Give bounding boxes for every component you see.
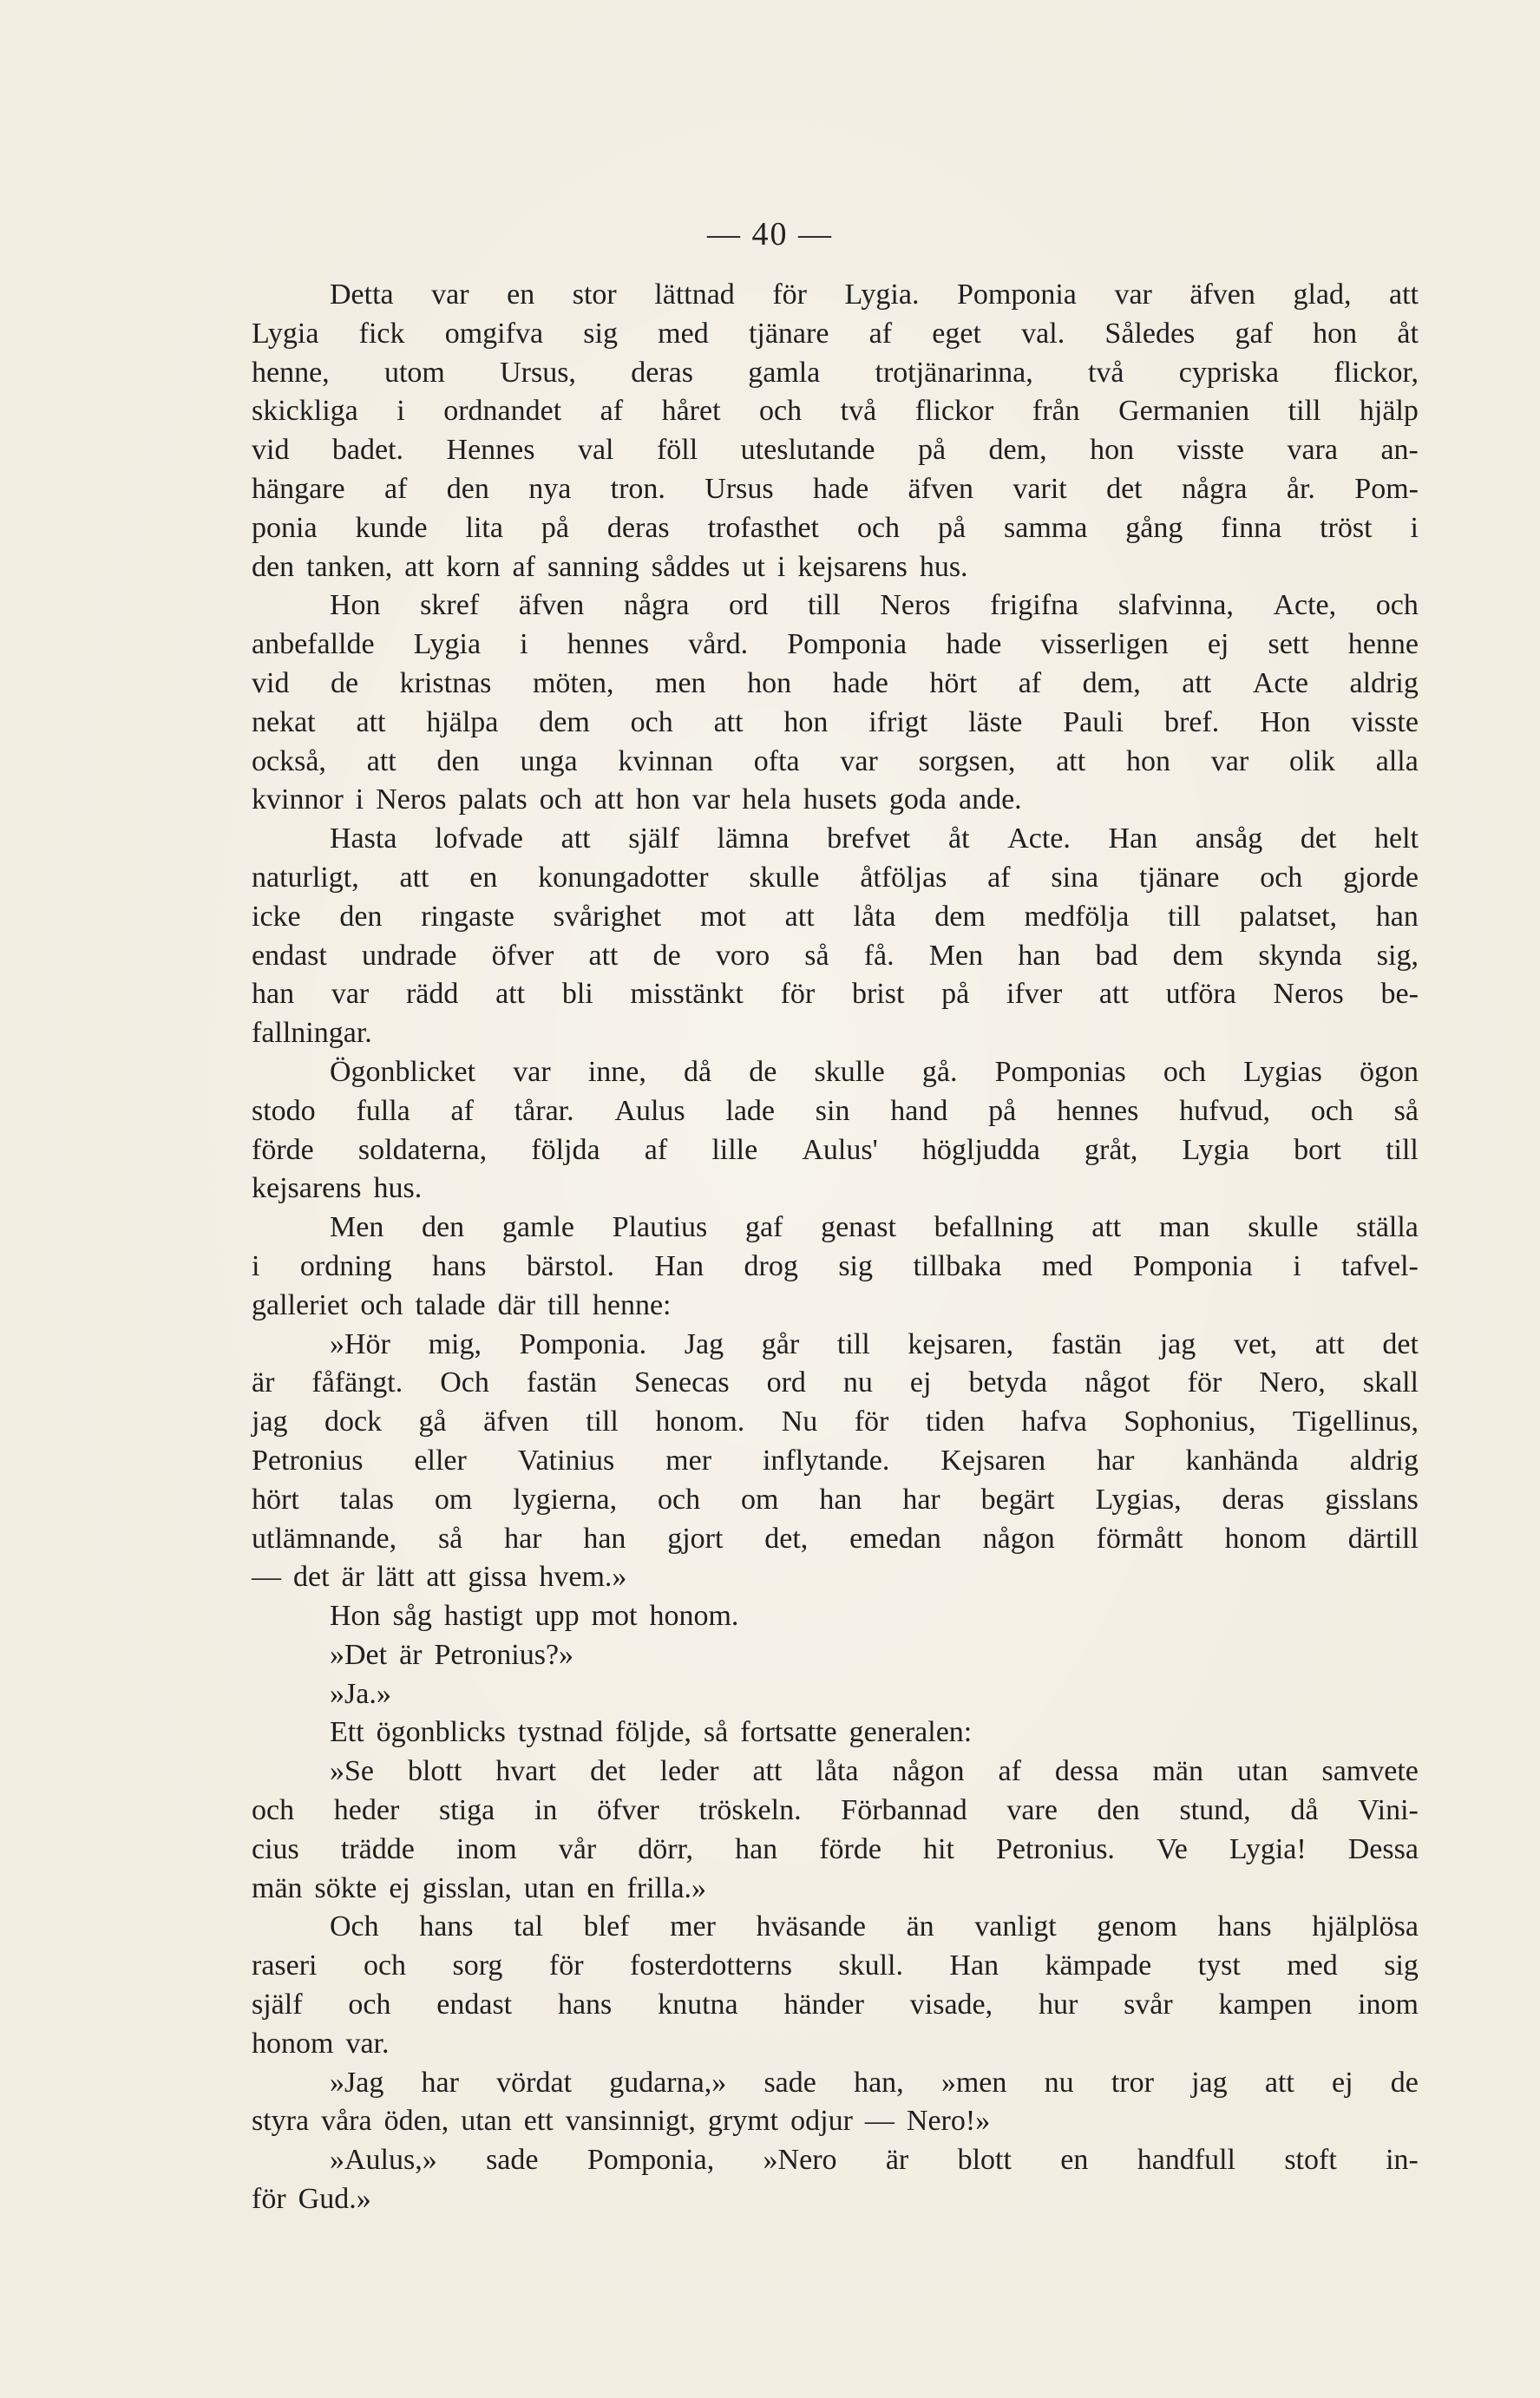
text-line: förde soldaterna, följda af lille Aulus' högljudda gråt, Lygia bort till [252, 1133, 1419, 1166]
text-line: honom var. [252, 2027, 390, 2060]
text-line: själf och endast hans knutna händer visade, hur svår kampen inom [252, 1989, 1419, 2021]
text-line: den tanken, att korn af sanning såddes ut i kejsarens hus. [252, 550, 968, 583]
text-line: »Jag har vördat gudarna,» sade han, »men nu tror jag att ej de [330, 2066, 1419, 2099]
text-line: anbefallde Lygia i hennes vård. Pomponia hade visserligen ej sett henne [252, 628, 1419, 661]
text-line: styra våra öden, utan ett vansinnigt, grymt odjur — Nero!» [252, 2105, 991, 2138]
text-line: hört talas om lygierna, och om han har begärt Lygias, deras gisslans [252, 1483, 1419, 1516]
page-number: — 40 — [707, 216, 833, 252]
text-line: också, att den unga kvinnan ofta var sorgsen, att hon var olik alla [252, 744, 1419, 777]
text-line: icke den ringaste svårighet mot att låta dem medfölja till palatset, han [252, 900, 1419, 933]
body-text [252, 276, 1419, 2219]
text-line: stodo fulla af tårar. Aulus lade sin hand på hennes hufvud, och så [252, 1094, 1419, 1127]
text-line: galleriet och talade där till henne: [252, 1288, 672, 1321]
text-line: raseri och sorg för fosterdotterns skull. Han kämpade tyst med sig [252, 1949, 1419, 1982]
text-line: »Se blott hvart det leder att låta någon af dessa män utan samvete [330, 1755, 1419, 1788]
text-line: nekat att hjälpa dem och att hon ifrigt läste Pauli bref. Hon visste [252, 705, 1419, 738]
text-line: »Hör mig, Pomponia. Jag går till kejsaren, fastän jag vet, att det [330, 1327, 1419, 1360]
text-line: Ett ögonblicks tystnad följde, så fortsatte generalen: [330, 1716, 973, 1749]
text-line: kvinnor i Neros palats och att hon var hela husets goda ande. [252, 783, 1022, 816]
text-line: henne, utom Ursus, deras gamla trotjänarinna, två cypriska flickor, [252, 356, 1419, 389]
text-line: Ögonblicket var inne, då de skulle gå. Pomponias och Lygias ögon [330, 1055, 1419, 1088]
text-line: utlämnande, så har han gjort det, emedan någon förmått honom därtill [252, 1522, 1419, 1555]
text-line: fallningar. [252, 1017, 372, 1050]
text-line: »Det är Petronius?» [330, 1638, 574, 1671]
text-line: hängare af den nya tron. Ursus hade äfven varit det några år. Pom- [252, 472, 1419, 505]
text-line: kejsarens hus. [252, 1172, 423, 1205]
text-line: Detta var en stor lättnad för Lygia. Pomponia var äfven glad, att [330, 278, 1419, 311]
text-line: vid de kristnas möten, men hon hade hört af dem, att Acte aldrig [252, 666, 1419, 699]
text-line: Hasta lofvade att själf lämna brefvet åt Acte. Han ansåg det helt [330, 822, 1419, 855]
text-line: Men den gamle Plautius gaf genast befallning att man skulle ställa [330, 1211, 1419, 1244]
text-line: Lygia fick omgifva sig med tjänare af eget val. Således gaf hon åt [252, 317, 1419, 350]
text-line: cius trädde inom vår dörr, han förde hit Petronius. Ve Lygia! Dessa [252, 1832, 1419, 1865]
text-line: för Gud.» [252, 2183, 371, 2216]
text-line: skickliga i ordnandet af håret och två flickor från Germanien till hjälp [252, 395, 1419, 428]
text-line: endast undrade öfver att de voro så få. Men han bad dem skynda sig, [252, 939, 1419, 972]
text-line: han var rädd att bli misstänkt för brist på ifver att utföra Neros be- [252, 978, 1419, 1011]
text-line: ponia kunde lita på deras trofasthet och på samma gång finna tröst i [252, 511, 1419, 544]
text-line: är fåfängt. Och fastän Senecas ord nu ej betyda något för Nero, skall [252, 1366, 1419, 1399]
text-line: Och hans tal blef mer hväsande än vanligt genom hans hjälplösa [330, 1910, 1419, 1943]
text-line: — det är lätt att gissa hvem.» [252, 1561, 627, 1594]
text-line: jag dock gå äfven till honom. Nu för tiden hafva Sophonius, Tigellinus, [252, 1405, 1419, 1438]
text-line: och heder stiga in öfver tröskeln. Förbannad vare den stund, då Vini- [252, 1794, 1419, 1827]
text-line: Petronius eller Vatinius mer inflytande. Kejsaren har kanhända aldrig [252, 1444, 1419, 1477]
text-line: »Aulus,» sade Pomponia, »Nero är blott en handfull stoft in- [330, 2144, 1419, 2177]
text-line: »Ja.» [330, 1677, 391, 1710]
text-line: Hon såg hastigt upp mot honom. [330, 1600, 739, 1633]
text-line: män sökte ej gisslan, utan en frilla.» [252, 1871, 707, 1904]
text-line: i ordning hans bärstol. Han drog sig tillbaka med Pomponia i tafvel- [252, 1249, 1419, 1282]
text-line: Hon skref äfven några ord till Neros frigifna slafvinna, Acte, och [330, 589, 1419, 622]
text-line: vid badet. Hennes val föll uteslutande på dem, hon visste vara an- [252, 434, 1419, 467]
text-line: naturligt, att en konungadotter skulle åtföljas af sina tjänare och gjorde [252, 861, 1419, 894]
